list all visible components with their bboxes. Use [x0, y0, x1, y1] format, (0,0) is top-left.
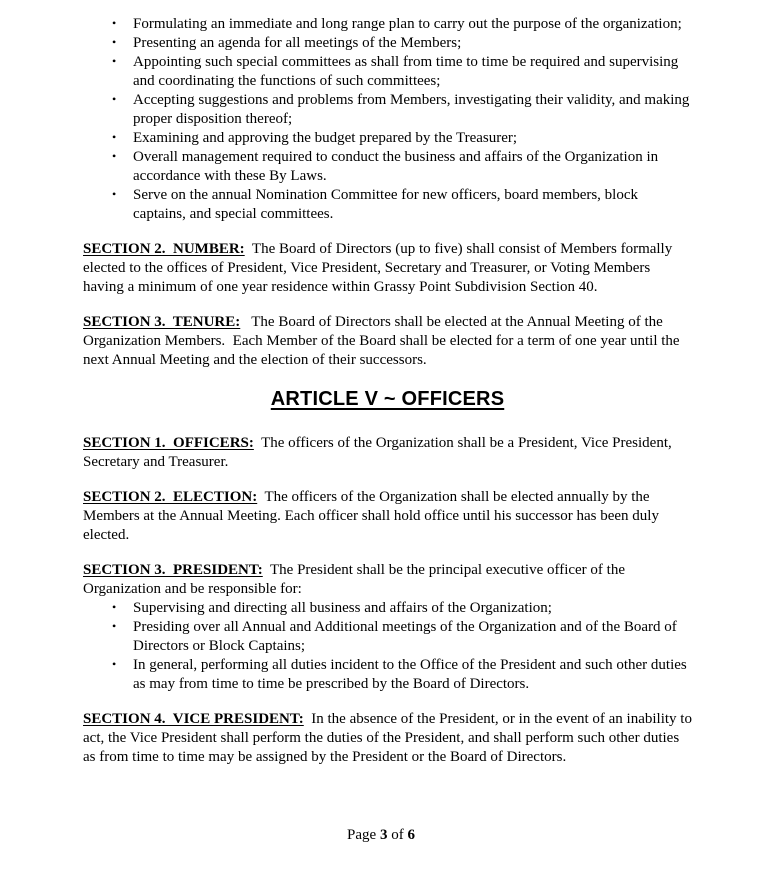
section-body: In the absence of the President, or in the event of an inability to act, the Vice President shall perform the duties of the President, and shall perform such other duties as from time to time may be assigned by the President or the Board of Directors.	[83, 711, 696, 765]
section-body: The Board of Directors (up to five) shall consist of Members formally elected to the offices of President, Vice President, Secretary and Treasurer, or Voting Members having a minimum of one year residence within Grassy Point Subdivision Section 40.	[83, 241, 676, 295]
list-item: • Formulating an immediate and long range plan to carry out the purpose of the organization;	[133, 15, 692, 34]
section-heading: SECTION 3. TENURE:	[83, 314, 241, 330]
page-footer	[0, 826, 762, 845]
list-item: • In general, performing all duties incident to the Office of the President and such other duties as may from time to time be prescribed by the Board of Directors.	[133, 656, 692, 694]
list-item: • Serve on the annual Nomination Committee for new officers, board members, block captains, and special committees.	[133, 186, 692, 224]
section-heading: SECTION 1. OFFICERS:	[83, 435, 254, 451]
footer-page-number: 3	[379, 827, 388, 843]
section-election-paragraph	[83, 488, 692, 545]
article-heading: ARTICLE V ~ OFFICERS	[270, 388, 505, 410]
list-item: • Examining and approving the budget prepared by the Treasurer;	[133, 129, 692, 148]
president-duties-list	[83, 599, 692, 694]
footer-page-label: Page	[347, 827, 377, 843]
list-item: • Supervising and directing all business and affairs of the Organization;	[133, 599, 692, 618]
section-number-paragraph	[83, 240, 692, 297]
section-tenure-paragraph	[83, 313, 692, 370]
footer-total-pages: 6	[407, 827, 415, 843]
board-duties-list	[83, 15, 692, 224]
list-item: • Accepting suggestions and problems from Members, investigating their validity, and making proper disposition thereof;	[133, 91, 692, 129]
section-officers-paragraph	[83, 434, 692, 472]
section-heading: SECTION 2. ELECTION:	[83, 489, 258, 505]
section-body: The officers of the Organization shall be elected annually by the Members at the Annual Meeting. Each officer shall hold office until his successor has been duly elected.	[83, 489, 663, 543]
list-item: • Appointing such special committees as shall from time to time be required and supervising and coordinating the functions of such committees;	[133, 53, 692, 91]
section-heading: SECTION 4. VICE PRESIDENT:	[83, 711, 304, 727]
section-body: The officers of the Organization shall be a President, Vice President, Secretary and Treasurer.	[83, 435, 676, 470]
section-vice-president-paragraph	[83, 710, 696, 767]
list-item: • Overall management required to conduct the business and affairs of the Organization in accordance with these By Laws.	[133, 148, 692, 186]
section-body: The President shall be the principal executive officer of the Organization and be responsible for:	[83, 562, 629, 597]
list-item: • Presiding over all Annual and Additional meetings of the Organization and of the Board of Directors or Block Captains;	[133, 618, 692, 656]
list-item: • Presenting an agenda for all meetings of the Members;	[133, 34, 692, 53]
footer-of-label: of	[391, 827, 404, 843]
section-body: The Board of Directors shall be elected at the Annual Meeting of the Organization Members. Each Member of the Board shall be elected for a term of one year until the next Annual Meeting and the election of their successors.	[83, 314, 684, 368]
section-heading: SECTION 3. PRESIDENT:	[83, 562, 263, 578]
section-president-paragraph	[83, 561, 692, 599]
section-heading: SECTION 2. NUMBER:	[83, 241, 245, 257]
